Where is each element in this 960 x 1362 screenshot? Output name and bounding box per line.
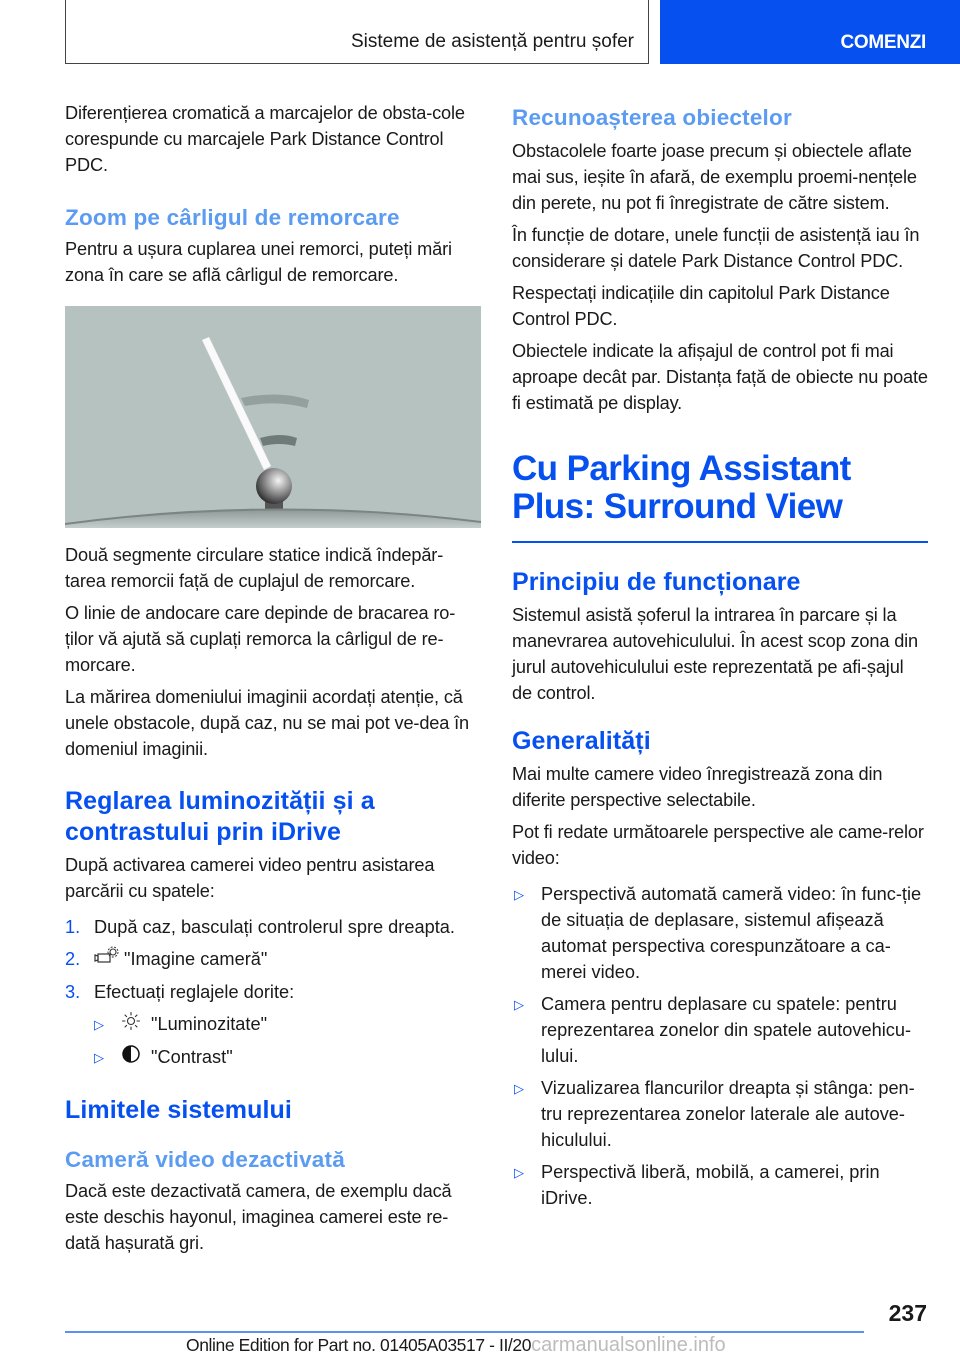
distance-arc-far [241, 394, 309, 408]
zoom-heading: Zoom pe cârligul de remorcare [65, 205, 400, 230]
bullet-triangle-icon: ▷ [94, 1050, 104, 1065]
bullet-triangle-icon: ▷ [514, 997, 524, 1012]
recognition-heading: Recunoașterea obiectelor [512, 105, 792, 130]
step-text: După caz, basculați controlerul spre dreapta. [94, 917, 455, 937]
right-column [512, 100, 928, 1217]
intro-paragraph: Diferențierea cromatică a marcajelor de obsta-cole corespunde cu marcajele Park Distance Control PDC. [65, 103, 465, 175]
bullet-triangle-icon: ▷ [514, 1165, 524, 1180]
step-text: "Imagine cameră" [124, 949, 268, 969]
contrast-icon [121, 1044, 151, 1071]
general-paragraph: Pot fi redate următoarele perspective ale came-relor video: [512, 822, 924, 868]
chapter-tab[interactable] [660, 0, 960, 64]
perspective-item [512, 991, 928, 1069]
general-heading: Generalități [512, 727, 651, 755]
perspective-item [512, 1075, 928, 1153]
tow-hitch-illustration [65, 306, 481, 528]
perspective-text: Vizualizarea flancurilor dreapta și stânga: pen-tru reprezentarea zonelor laterale ale autove-hiculului. [541, 1078, 915, 1150]
chapter-divider [512, 541, 928, 543]
perspective-text: Perspectivă automată cameră video: în func-ție de situația de deplasare, sistemul afișează automat perspectiva corespunzătoare a ca-merei video. [541, 884, 922, 982]
step-number: 1. [65, 917, 81, 937]
hitch-ball [256, 468, 292, 504]
step-number: 3. [65, 982, 81, 1002]
step-text: Efectuați reglajele dorite: [94, 982, 295, 1002]
perspective-text: Perspectivă liberă, mobilă, a camerei, prin iDrive. [541, 1162, 880, 1208]
zoom-note-paragraph: La mărirea domeniului imaginii acordați atenție, că unele obstacole, după caz, nu se mai pot ve-dea în domeniul imaginii. [65, 687, 470, 759]
brightness-icon [121, 1011, 151, 1038]
camera-off-heading: Cameră video dezactivată [65, 1147, 345, 1172]
perspective-text: Camera pentru deplasare cu spatele: pentru reprezentarea zonelor din spatele autovehicu-lului. [541, 994, 912, 1066]
step-item [65, 914, 481, 940]
step-item [65, 979, 481, 1005]
adjustment-item [92, 1011, 481, 1038]
left-column [65, 100, 481, 1262]
bumper-edge [65, 509, 481, 528]
recognition-paragraph: Respectați indicațiile din capitolul Park Distance Control PDC. [512, 283, 890, 329]
recognition-paragraph: Obstacolele foarte joase precum și obiectele aflate mai sus, ieșite în afară, de exemplu proemi-nențele din perete, nu pot fi înregistrate de către sistem. [512, 141, 917, 213]
docking-line-paragraph: O linie de andocare care depinde de bracarea ro-ților vă ajută să cuplați remorca la cârligul de re-morcare. [65, 603, 456, 675]
page-number: 237 [888, 1300, 927, 1326]
bullet-triangle-icon: ▷ [514, 887, 524, 902]
steps-list [65, 914, 481, 1071]
footer-edition [186, 1334, 726, 1357]
bullet-triangle-icon: ▷ [514, 1081, 524, 1096]
principle-paragraph: Sistemul asistă șoferul la intrarea în parcare și la manevrarea autovehiculului. În acest scop zona din jurul autovehiculului este reprezentată pe afi-șajul de control. [512, 605, 919, 703]
chapter-tab-label: COMENZI [840, 32, 926, 53]
adjustment-text: "Contrast" [151, 1047, 233, 1067]
distance-arc-near [260, 435, 297, 446]
perspective-item [512, 1159, 928, 1211]
recognition-paragraph: Obiectele indicate la afișajul de control pot fi mai aproape decât par. Distanța față de obiecte nu poate fi estimată pe display. [512, 341, 928, 413]
adjustments-list [65, 1011, 481, 1071]
brightness-intro: După activarea camerei video pentru asistarea parcării cu spatele: [65, 855, 435, 901]
edition-text: Online Edition for Part no. 01405A03517 - II/20 [186, 1335, 532, 1355]
camera-off-paragraph: Dacă este dezactivată camera, de exemplu dacă este deschis hayonul, imaginea camerei este re-dată hașurată gri. [65, 1181, 452, 1253]
recognition-paragraph: În funcție de dotare, unele funcții de asistență iau în considerare și datele Park Distance Control PDC. [512, 225, 920, 271]
adjustment-text: "Luminozitate" [151, 1014, 268, 1034]
section-title: Sisteme de asistență pentru șofer [350, 31, 634, 52]
section-header [65, 0, 649, 64]
general-paragraph: Mai multe camere video înregistrează zona din diferite perspective selectabile. [512, 764, 883, 810]
bullet-triangle-icon: ▷ [94, 1017, 104, 1032]
adjustment-item [92, 1044, 481, 1071]
perspectives-list [512, 881, 928, 1211]
step-number: 2. [65, 949, 81, 969]
limits-heading: Limitele sistemului [65, 1096, 292, 1124]
tow-hitch-figure [65, 306, 481, 528]
footer-divider [65, 1331, 864, 1333]
perspective-item [512, 881, 928, 985]
segments-paragraph: Două segmente circulare statice indică îndepăr-tarea remorcii față de cuplajul de remorcare. [65, 545, 444, 591]
watermark-link[interactable]: carmanualsonline.info [531, 1334, 726, 1356]
step-item [65, 946, 481, 973]
zoom-paragraph: Pentru a ușura cuplarea unei remorci, puteți mări zona în care se află cârligul de remorcare. [65, 239, 452, 285]
chapter-heading: Cu Parking Assistant Plus: Surround View [512, 449, 851, 526]
principle-heading: Principiu de funcționare [512, 568, 801, 596]
brightness-heading: Reglarea luminozității și a contrastului prin iDrive [65, 787, 375, 846]
camera-settings-icon [94, 946, 124, 973]
